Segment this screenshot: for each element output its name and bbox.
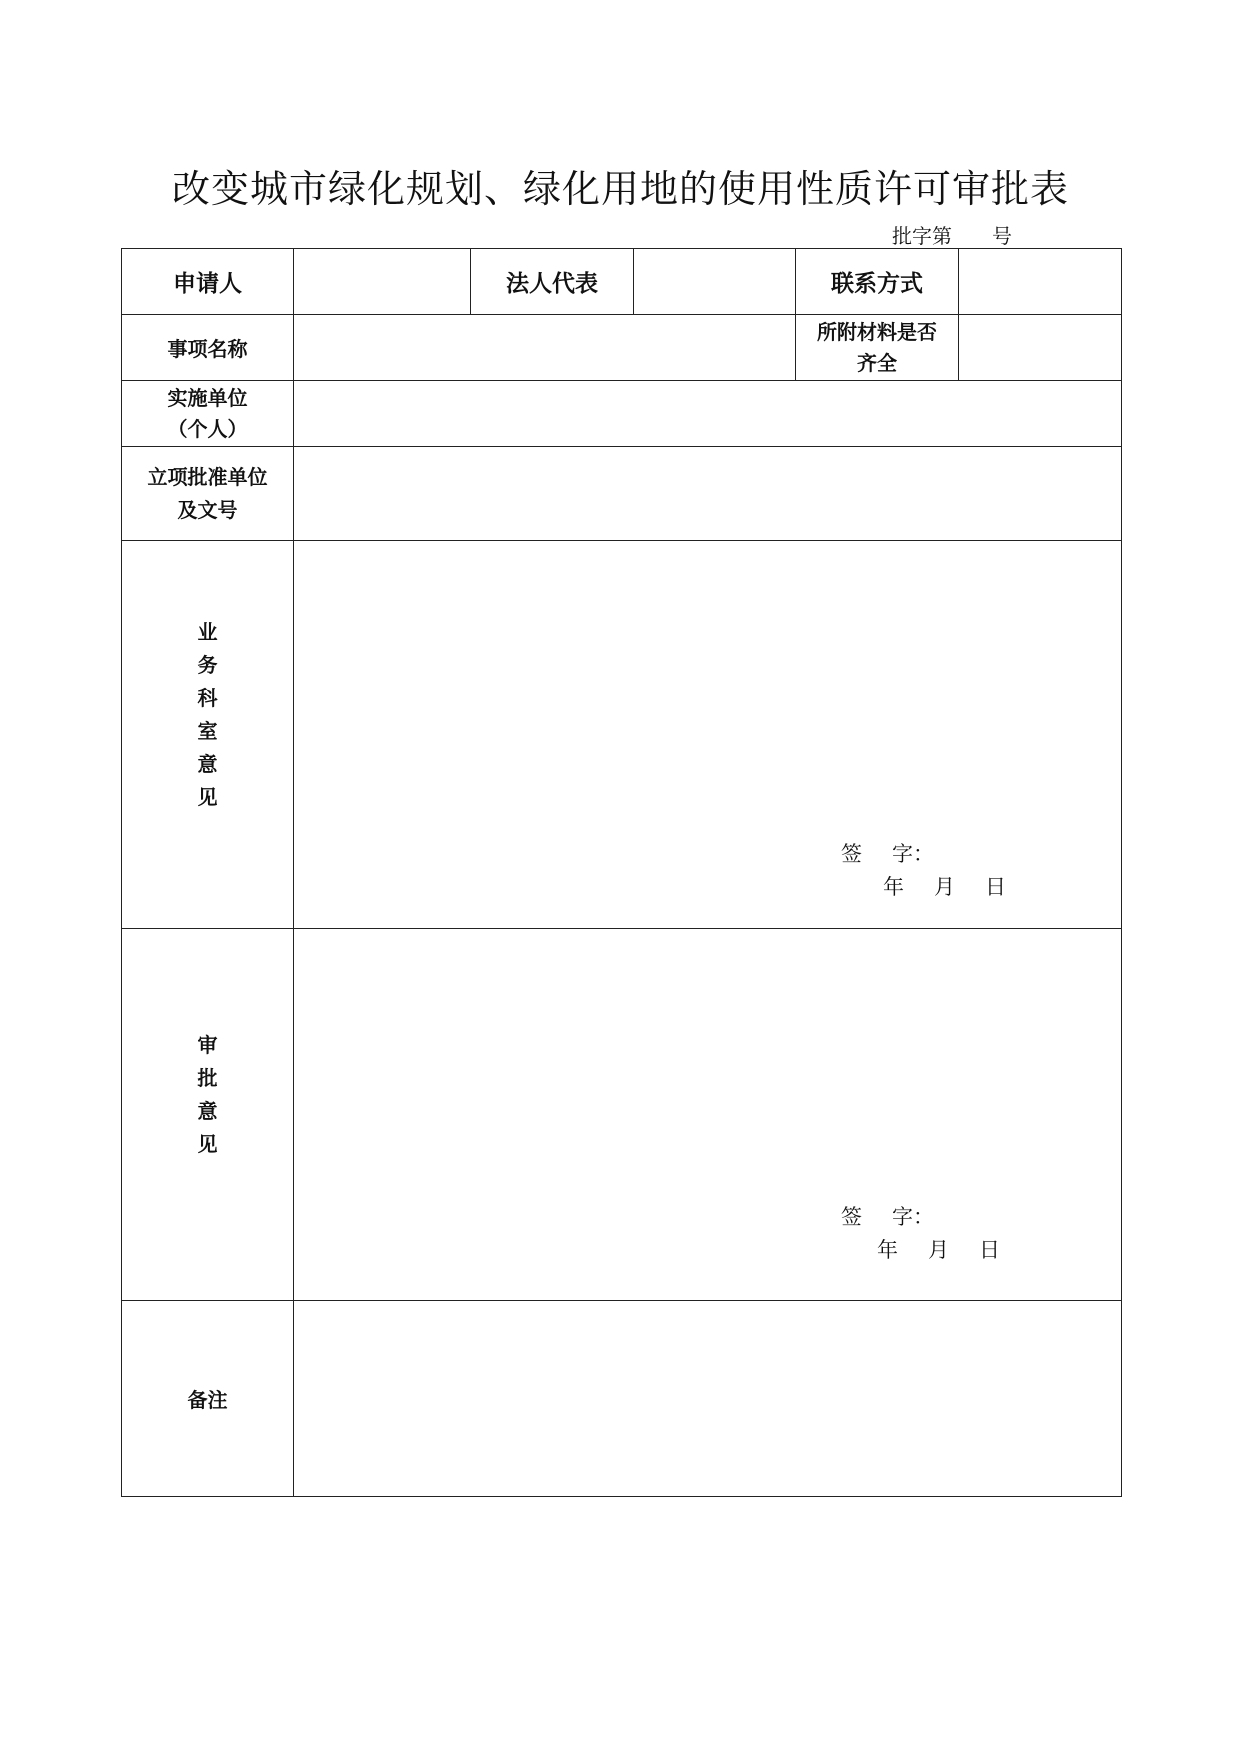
dept-opinion-char: 室 — [197, 718, 218, 743]
approval-signature-block — [841, 1201, 1000, 1267]
document-number-prefix: 批字第 — [892, 224, 952, 248]
month-label: 月 — [928, 1238, 949, 1262]
item-name-field[interactable] — [294, 315, 796, 381]
approval-unit-field[interactable] — [294, 447, 1122, 541]
approval-unit-label-line1: 立项批准单位 — [147, 464, 268, 489]
sign-label-2: 字： — [892, 842, 934, 866]
dept-opinion-field[interactable] — [294, 541, 1122, 929]
applicant-label: 申请人 — [122, 249, 294, 315]
day-label: 日 — [979, 1238, 1000, 1262]
materials-complete-field[interactable] — [959, 315, 1122, 381]
dept-opinion-label — [122, 541, 294, 929]
remarks-field[interactable] — [294, 1301, 1122, 1497]
approval-unit-label — [122, 447, 294, 541]
month-label: 月 — [934, 875, 955, 899]
document-number — [892, 220, 1012, 249]
sign-label-2: 字： — [892, 1205, 934, 1229]
approval-opinion-char: 批 — [197, 1065, 218, 1090]
day-label: 日 — [985, 875, 1006, 899]
dept-opinion-char: 意 — [197, 751, 218, 776]
implementer-field[interactable] — [294, 381, 1122, 447]
implementer-label — [122, 381, 294, 447]
contact-field[interactable] — [959, 249, 1122, 315]
materials-label-line2: 齐全 — [857, 350, 897, 375]
dept-opinion-char: 科 — [197, 685, 218, 710]
implementer-label-line1: 实施单位 — [167, 385, 248, 410]
sign-label: 签 — [841, 842, 862, 866]
approval-opinion-label — [122, 929, 294, 1301]
approval-opinion-char: 见 — [197, 1131, 218, 1156]
approval-opinion-field[interactable] — [294, 929, 1122, 1301]
year-label: 年 — [883, 875, 904, 899]
legal-rep-field[interactable] — [634, 249, 796, 315]
remarks-label: 备注 — [122, 1301, 294, 1497]
contact-label: 联系方式 — [796, 249, 959, 315]
year-label: 年 — [877, 1238, 898, 1262]
dept-opinion-char: 业 — [197, 619, 218, 644]
applicant-field[interactable] — [294, 249, 471, 315]
page-title: 改变城市绿化规划、绿化用地的使用性质许可审批表 — [171, 167, 1069, 211]
approval-opinion-char: 审 — [197, 1032, 218, 1057]
approval-unit-label-line2: 及文号 — [177, 497, 238, 522]
dept-signature-block — [841, 838, 1006, 904]
dept-opinion-char: 见 — [197, 784, 218, 809]
approval-form-table — [121, 248, 1122, 1497]
approval-opinion-char: 意 — [197, 1098, 218, 1123]
materials-complete-label — [796, 315, 959, 381]
dept-opinion-char: 务 — [197, 652, 218, 677]
implementer-label-line2: （个人） — [167, 416, 248, 441]
legal-rep-label: 法人代表 — [471, 249, 634, 315]
item-name-label: 事项名称 — [122, 315, 294, 381]
document-number-suffix: 号 — [992, 224, 1012, 248]
sign-label: 签 — [841, 1205, 862, 1229]
materials-label-line1: 所附材料是否 — [817, 319, 937, 344]
